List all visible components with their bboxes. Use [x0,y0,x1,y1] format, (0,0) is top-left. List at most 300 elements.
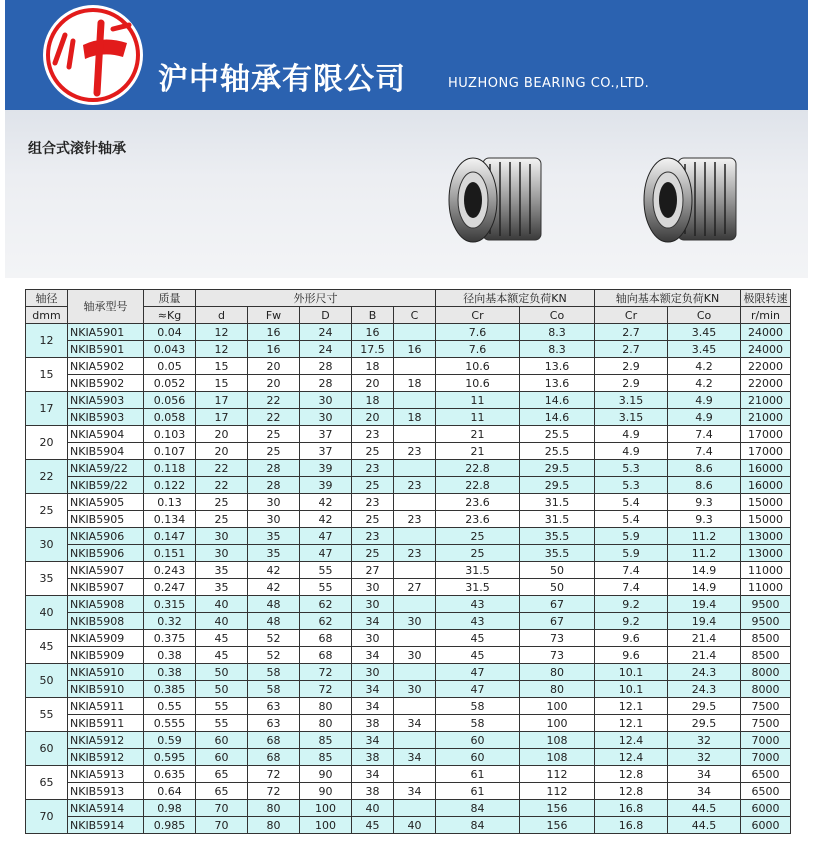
radial-co-cell: 50 [520,562,595,579]
model-cell: NKIA5905 [68,494,144,511]
b-cell: 25 [352,477,394,494]
b-cell: 25 [352,545,394,562]
speed-cell: 6000 [741,800,791,817]
radial-co-cell: 13.6 [520,358,595,375]
outer-d-cell: 39 [300,477,352,494]
fw-cell: 30 [248,494,300,511]
radial-co-cell: 67 [520,613,595,630]
outer-d-cell: 90 [300,783,352,800]
c-cell: 18 [394,409,436,426]
table-row [26,358,791,375]
speed-cell: 7000 [741,732,791,749]
b-cell: 25 [352,443,394,460]
d-cell: 20 [196,443,248,460]
axial-cr-cell: 5.9 [595,545,668,562]
table-row [26,324,791,341]
model-cell: NKIA5907 [68,562,144,579]
d-cell: 50 [196,681,248,698]
outer-d-cell: 100 [300,817,352,834]
mass-cell: 0.04 [144,324,196,341]
d-cell: 20 [196,426,248,443]
mass-cell: 0.13 [144,494,196,511]
fw-cell: 68 [248,732,300,749]
model-cell: NKIB5910 [68,681,144,698]
d-cell: 55 [196,698,248,715]
outer-d-cell: 28 [300,358,352,375]
outer-d-cell: 30 [300,392,352,409]
axial-cr-cell: 2.7 [595,341,668,358]
axial-cr-cell: 12.4 [595,749,668,766]
radial-co-cell: 112 [520,783,595,800]
header-radial-cr: Cr [436,307,520,324]
axial-co-cell: 19.4 [668,596,741,613]
mass-cell: 0.247 [144,579,196,596]
radial-cr-cell: 23.6 [436,511,520,528]
axial-cr-cell: 5.3 [595,477,668,494]
b-cell: 30 [352,596,394,613]
speed-cell: 11000 [741,579,791,596]
radial-cr-cell: 31.5 [436,579,520,596]
mass-cell: 0.375 [144,630,196,647]
radial-cr-cell: 22.8 [436,477,520,494]
d-cell: 25 [196,494,248,511]
shaft-diameter-cell: 35 [26,562,68,596]
c-cell [394,732,436,749]
mass-cell: 0.32 [144,613,196,630]
d-cell: 65 [196,783,248,800]
radial-co-cell: 50 [520,579,595,596]
shaft-diameter-cell: 55 [26,698,68,732]
mass-cell: 0.118 [144,460,196,477]
radial-cr-cell: 58 [436,698,520,715]
c-cell: 23 [394,545,436,562]
axial-cr-cell: 16.8 [595,817,668,834]
model-cell: NKIB5906 [68,545,144,562]
fw-cell: 80 [248,800,300,817]
d-cell: 22 [196,460,248,477]
model-cell: NKIA5902 [68,358,144,375]
radial-cr-cell: 25 [436,545,520,562]
fw-cell: 35 [248,528,300,545]
radial-co-cell: 29.5 [520,460,595,477]
outer-d-cell: 85 [300,732,352,749]
shaft-diameter-cell: 60 [26,732,68,766]
outer-d-cell: 47 [300,545,352,562]
axial-co-cell: 34 [668,766,741,783]
shaft-diameter-cell: 50 [26,664,68,698]
axial-cr-cell: 7.4 [595,562,668,579]
axial-co-cell: 3.45 [668,341,741,358]
radial-cr-cell: 47 [436,681,520,698]
axial-cr-cell: 3.15 [595,392,668,409]
radial-co-cell: 67 [520,596,595,613]
table-row [26,460,791,477]
speed-cell: 17000 [741,426,791,443]
axial-cr-cell: 12.1 [595,715,668,732]
radial-cr-cell: 21 [436,443,520,460]
model-cell: NKIA59/22 [68,460,144,477]
fw-cell: 63 [248,715,300,732]
fw-cell: 72 [248,783,300,800]
table-row [26,732,791,749]
b-cell: 23 [352,528,394,545]
b-cell: 30 [352,664,394,681]
table-row [26,426,791,443]
d-cell: 70 [196,800,248,817]
axial-co-cell: 4.2 [668,358,741,375]
outer-d-cell: 62 [300,596,352,613]
b-cell: 38 [352,783,394,800]
model-cell: NKIA5909 [68,630,144,647]
radial-co-cell: 25.5 [520,443,595,460]
fw-cell: 28 [248,477,300,494]
b-cell: 18 [352,392,394,409]
d-cell: 60 [196,732,248,749]
axial-co-cell: 29.5 [668,698,741,715]
model-cell: NKIB5902 [68,375,144,392]
shaft-diameter-cell: 22 [26,460,68,494]
model-cell: NKIB5907 [68,579,144,596]
fw-cell: 58 [248,681,300,698]
axial-cr-cell: 10.1 [595,681,668,698]
mass-cell: 0.38 [144,664,196,681]
b-cell: 34 [352,647,394,664]
fw-cell: 30 [248,511,300,528]
fw-cell: 80 [248,817,300,834]
outer-d-cell: 90 [300,766,352,783]
model-cell: NKIB5904 [68,443,144,460]
axial-cr-cell: 5.3 [595,460,668,477]
speed-cell: 13000 [741,528,791,545]
axial-co-cell: 4.2 [668,375,741,392]
speed-cell: 21000 [741,409,791,426]
d-cell: 22 [196,477,248,494]
speed-cell: 24000 [741,341,791,358]
table-row [26,579,791,596]
axial-co-cell: 34 [668,783,741,800]
mass-cell: 0.103 [144,426,196,443]
model-cell: NKIB5913 [68,783,144,800]
radial-cr-cell: 11 [436,392,520,409]
axial-co-cell: 32 [668,732,741,749]
model-cell: NKIA5914 [68,800,144,817]
fw-cell: 20 [248,358,300,375]
table-row [26,528,791,545]
mass-cell: 0.134 [144,511,196,528]
model-cell: NKIA5911 [68,698,144,715]
table-row [26,766,791,783]
axial-co-cell: 4.9 [668,392,741,409]
fw-cell: 63 [248,698,300,715]
axial-co-cell: 19.4 [668,613,741,630]
b-cell: 17.5 [352,341,394,358]
radial-co-cell: 8.3 [520,324,595,341]
outer-d-cell: 47 [300,528,352,545]
axial-co-cell: 14.9 [668,562,741,579]
axial-co-cell: 14.9 [668,579,741,596]
c-cell: 16 [394,341,436,358]
table-row [26,613,791,630]
radial-cr-cell: 10.6 [436,358,520,375]
axial-cr-cell: 12.1 [595,698,668,715]
d-cell: 50 [196,664,248,681]
b-cell: 23 [352,460,394,477]
c-cell: 23 [394,443,436,460]
d-cell: 35 [196,579,248,596]
d-cell: 30 [196,528,248,545]
radial-cr-cell: 23.6 [436,494,520,511]
axial-co-cell: 3.45 [668,324,741,341]
axial-cr-cell: 4.9 [595,443,668,460]
shaft-diameter-cell: 70 [26,800,68,834]
outer-d-cell: 30 [300,409,352,426]
outer-d-cell: 80 [300,715,352,732]
b-cell: 27 [352,562,394,579]
fw-cell: 72 [248,766,300,783]
shaft-diameter-cell: 65 [26,766,68,800]
speed-cell: 22000 [741,375,791,392]
shaft-diameter-cell: 15 [26,358,68,392]
radial-cr-cell: 60 [436,749,520,766]
radial-cr-cell: 43 [436,596,520,613]
shaft-diameter-cell: 17 [26,392,68,426]
outer-d-cell: 42 [300,494,352,511]
axial-cr-cell: 4.9 [595,426,668,443]
spec-table-body [26,324,791,834]
table-row [26,545,791,562]
c-cell [394,596,436,613]
table-row [26,630,791,647]
c-cell [394,528,436,545]
c-cell [394,664,436,681]
shaft-diameter-cell: 12 [26,324,68,358]
c-cell [394,460,436,477]
c-cell [394,562,436,579]
axial-cr-cell: 5.4 [595,494,668,511]
radial-cr-cell: 10.6 [436,375,520,392]
company-logo [43,5,143,105]
axial-co-cell: 7.4 [668,426,741,443]
outer-d-cell: 28 [300,375,352,392]
radial-cr-cell: 45 [436,630,520,647]
model-cell: NKIB5908 [68,613,144,630]
mass-cell: 0.98 [144,800,196,817]
header-b: B [352,307,394,324]
radial-cr-cell: 45 [436,647,520,664]
radial-cr-cell: 31.5 [436,562,520,579]
b-cell: 38 [352,749,394,766]
fw-cell: 42 [248,562,300,579]
radial-cr-cell: 43 [436,613,520,630]
b-cell: 20 [352,375,394,392]
radial-co-cell: 156 [520,817,595,834]
speed-cell: 7000 [741,749,791,766]
mass-cell: 0.555 [144,715,196,732]
axial-cr-cell: 10.1 [595,664,668,681]
c-cell: 34 [394,783,436,800]
table-row [26,817,791,834]
axial-co-cell: 21.4 [668,647,741,664]
speed-cell: 11000 [741,562,791,579]
axial-co-cell: 29.5 [668,715,741,732]
header-shaft: 轴径 [26,290,68,307]
mass-cell: 0.052 [144,375,196,392]
table-row [26,800,791,817]
fw-cell: 42 [248,579,300,596]
fw-cell: 16 [248,324,300,341]
b-cell: 34 [352,766,394,783]
axial-cr-cell: 12.8 [595,783,668,800]
axial-cr-cell: 5.4 [595,511,668,528]
table-row [26,511,791,528]
outer-d-cell: 62 [300,613,352,630]
axial-co-cell: 7.4 [668,443,741,460]
radial-cr-cell: 21 [436,426,520,443]
model-cell: NKIB59/22 [68,477,144,494]
fw-cell: 28 [248,460,300,477]
mass-cell: 0.05 [144,358,196,375]
c-cell [394,766,436,783]
speed-cell: 17000 [741,443,791,460]
b-cell: 16 [352,324,394,341]
c-cell [394,426,436,443]
radial-co-cell: 29.5 [520,477,595,494]
axial-cr-cell: 9.2 [595,596,668,613]
mass-cell: 0.107 [144,443,196,460]
axial-cr-cell: 16.8 [595,800,668,817]
b-cell: 25 [352,511,394,528]
mass-cell: 0.243 [144,562,196,579]
header-speed-unit: r/min [741,307,791,324]
radial-cr-cell: 84 [436,817,520,834]
header-radial-co: Co [520,307,595,324]
axial-cr-cell: 2.9 [595,358,668,375]
shaft-diameter-cell: 25 [26,494,68,528]
axial-co-cell: 9.3 [668,511,741,528]
b-cell: 34 [352,698,394,715]
d-cell: 12 [196,341,248,358]
b-cell: 18 [352,358,394,375]
mass-cell: 0.151 [144,545,196,562]
mass-cell: 0.985 [144,817,196,834]
radial-co-cell: 108 [520,732,595,749]
axial-cr-cell: 9.6 [595,647,668,664]
axial-co-cell: 8.6 [668,460,741,477]
axial-co-cell: 9.3 [668,494,741,511]
header-dimensions: 外形尺寸 [196,290,436,307]
table-row [26,715,791,732]
d-cell: 45 [196,630,248,647]
outer-d-cell: 72 [300,664,352,681]
radial-co-cell: 25.5 [520,426,595,443]
b-cell: 23 [352,426,394,443]
model-cell: NKIA5912 [68,732,144,749]
b-cell: 23 [352,494,394,511]
model-cell: NKIA5908 [68,596,144,613]
speed-cell: 16000 [741,460,791,477]
d-cell: 30 [196,545,248,562]
outer-d-cell: 55 [300,579,352,596]
speed-cell: 6500 [741,766,791,783]
mass-cell: 0.315 [144,596,196,613]
mass-cell: 0.385 [144,681,196,698]
radial-co-cell: 100 [520,698,595,715]
outer-d-cell: 42 [300,511,352,528]
shaft-diameter-cell: 20 [26,426,68,460]
speed-cell: 6500 [741,783,791,800]
fw-cell: 16 [248,341,300,358]
model-cell: NKIB5909 [68,647,144,664]
d-cell: 60 [196,749,248,766]
speed-cell: 15000 [741,511,791,528]
radial-co-cell: 35.5 [520,528,595,545]
axial-cr-cell: 12.8 [595,766,668,783]
table-row [26,749,791,766]
b-cell: 20 [352,409,394,426]
fw-cell: 68 [248,749,300,766]
header-fw: Fw [248,307,300,324]
mass-cell: 0.59 [144,732,196,749]
radial-co-cell: 73 [520,647,595,664]
model-cell: NKIB5901 [68,341,144,358]
d-cell: 55 [196,715,248,732]
mass-cell: 0.043 [144,341,196,358]
table-row [26,494,791,511]
speed-cell: 22000 [741,358,791,375]
c-cell [394,392,436,409]
radial-cr-cell: 7.6 [436,324,520,341]
header-shaft-unit: dmm [26,307,68,324]
model-cell: NKIB5903 [68,409,144,426]
axial-co-cell: 44.5 [668,800,741,817]
radial-co-cell: 156 [520,800,595,817]
axial-co-cell: 11.2 [668,528,741,545]
model-cell: NKIB5905 [68,511,144,528]
bearing-image-2 [640,150,745,250]
shaft-diameter-cell: 45 [26,630,68,664]
b-cell: 34 [352,613,394,630]
speed-cell: 8000 [741,681,791,698]
axial-cr-cell: 9.2 [595,613,668,630]
radial-cr-cell: 84 [436,800,520,817]
fw-cell: 52 [248,630,300,647]
speed-cell: 8500 [741,630,791,647]
radial-cr-cell: 11 [436,409,520,426]
d-cell: 25 [196,511,248,528]
radial-co-cell: 31.5 [520,511,595,528]
axial-co-cell: 4.9 [668,409,741,426]
header-speed: 极限转速 [741,290,791,307]
radial-cr-cell: 60 [436,732,520,749]
b-cell: 34 [352,681,394,698]
model-cell: NKIA5910 [68,664,144,681]
d-cell: 15 [196,358,248,375]
radial-co-cell: 14.6 [520,409,595,426]
outer-d-cell: 37 [300,426,352,443]
shaft-diameter-cell: 40 [26,596,68,630]
outer-d-cell: 72 [300,681,352,698]
d-cell: 15 [196,375,248,392]
table-row [26,664,791,681]
speed-cell: 21000 [741,392,791,409]
c-cell: 23 [394,511,436,528]
radial-co-cell: 8.3 [520,341,595,358]
radial-cr-cell: 61 [436,766,520,783]
d-cell: 45 [196,647,248,664]
outer-d-cell: 100 [300,800,352,817]
speed-cell: 9500 [741,596,791,613]
table-row [26,562,791,579]
